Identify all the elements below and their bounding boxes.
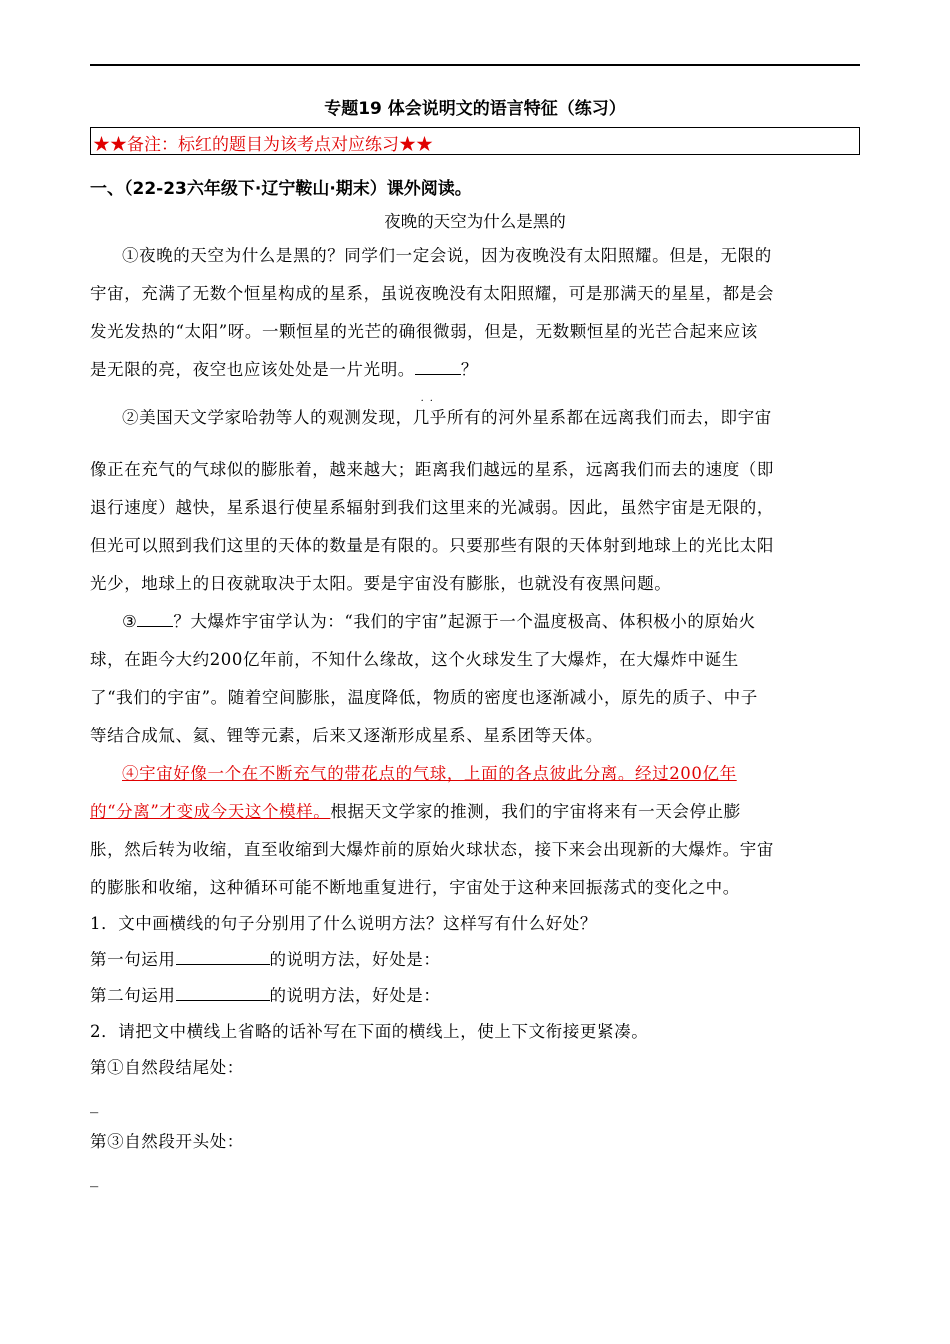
p1-line-4 [90, 356, 860, 380]
p1-line-2: 宇宙，充满了无数个恒星构成的星系，虽说夜晚没有太阳照耀，可是那满天的星星，都是会 [90, 284, 774, 303]
section-heading: 一、（22-23六年级下·辽宁鞍山·期末）课外阅读。 [90, 179, 472, 199]
p3-line-1-text: ？大爆炸宇宙学认为：“我们的宇宙”起源于一个温度极高、体积极小的原始火 [173, 612, 756, 631]
q1-prompt: 1．文中画横线的句子分别用了什么说明方法？这样写有什么好处？ [90, 914, 597, 933]
q2-answer-2-blank[interactable]: _ [90, 1168, 99, 1187]
p4-underlined-1: ④宇宙好像一个在不断充气的带花点的气球，上面的各点彼此分离。经过200亿年 [122, 764, 737, 783]
note-box [90, 127, 860, 155]
q2-prompt: 2．请把文中横线上省略的话补写在下面的横线上，使上下文衔接更紧凑。 [90, 1022, 649, 1041]
q1-answer-1 [90, 946, 860, 970]
p3-blank [137, 612, 173, 627]
p3-line-4: 等结合成氚、氦、锂等元素，后来又逐渐形成星系、星系团等天体。 [90, 726, 603, 745]
p1-blank [415, 360, 461, 375]
p2-emphasis: ·· 几乎 [412, 396, 447, 427]
p4-underlined-2: 的“分离”才变成今天这个模样。 [90, 802, 331, 821]
page-title: 专题19 体会说明文的语言特征（练习） [324, 99, 626, 119]
p3-line-2: 球，在距今大约200亿年前，不知什么缘故，这个火球发生了大爆炸，在大爆炸中诞生 [90, 650, 739, 669]
q2-answer-2-label: 第③自然段开头处： [90, 1132, 244, 1151]
q2-answer-1-label: 第①自然段结尾处： [90, 1058, 244, 1077]
p1-line-4-text: 是无限的亮，夜空也应该处处是一片光明。 [90, 360, 415, 379]
note-text: ★★备注：标红的题目为该考点对应练习★★ [93, 135, 433, 155]
p1-line-3: 发光发热的“太阳”呀。一颗恒星的光芒的确很微弱，但是，无数颗恒星的光芒合起来应该 [90, 322, 758, 341]
p2-line-1 [90, 396, 860, 428]
q1-a1-post: 的说明方法，好处是： [269, 950, 441, 969]
p4-line-1 [90, 760, 860, 784]
p2-line-5: 光少，地球上的日夜就取决于太阳。要是宇宙没有膨胀，也就没有夜黑问题。 [90, 574, 672, 593]
q1-a2-blank[interactable] [176, 986, 270, 1001]
p3-line-3: 了“我们的宇宙”。随着空间膨胀，温度降低，物质的密度也逐渐减小，原先的质子、中子 [90, 688, 758, 707]
q1-a2-pre: 第二句运用 [90, 986, 176, 1005]
p4-line-4: 的膨胀和收缩，这种循环可能不断地重复进行，宇宙处于这种来回振荡式的变化之中。 [90, 878, 740, 897]
p2-line-1-b: 所有的河外星系都在远离我们而去，即宇宙 [446, 408, 772, 427]
p2-line-2: 像正在充气的气球似的膨胀着，越来越大；距离我们越远的星系，远离我们而去的速度（即 [90, 460, 774, 479]
q1-a1-pre: 第一句运用 [90, 950, 176, 969]
p2-line-4: 但光可以照到我们这里的天体的数量是有限的。只要那些有限的天体射到地球上的光比太阳 [90, 536, 774, 555]
p1-line-1: ①夜晚的天空为什么是黑的？同学们一定会说，因为夜晚没有太阳照耀。但是，无限的 [122, 246, 772, 265]
q1-a1-blank[interactable] [176, 950, 270, 965]
p3-line-1 [90, 608, 860, 632]
header-rule [90, 64, 860, 66]
p4-line-2 [90, 798, 860, 822]
p2-line-1-a: ②美国天文学家哈勃等人的观测发现， [122, 408, 413, 427]
q1-a2-post: 的说明方法，好处是： [269, 986, 441, 1005]
p4-line-2-text: 根据天文学家的推测，我们的宇宙将来有一天会停止膨 [330, 802, 741, 821]
p3-num: ③ [122, 612, 138, 631]
article-title: 夜晚的天空为什么是黑的 [384, 212, 566, 231]
q1-answer-2 [90, 982, 860, 1006]
p4-line-3: 胀，然后转为收缩，直至收缩到大爆炸前的原始火球状态，接下来会出现新的大爆炸。宇宙 [90, 840, 774, 859]
q2-answer-1-blank[interactable]: _ [90, 1094, 99, 1113]
p1-line-4-end: ？ [460, 360, 479, 379]
p2-line-3: 退行速度）越快，星系退行使星系辐射到我们这里来的光减弱。因此，虽然宇宙是无限的， [90, 498, 774, 517]
